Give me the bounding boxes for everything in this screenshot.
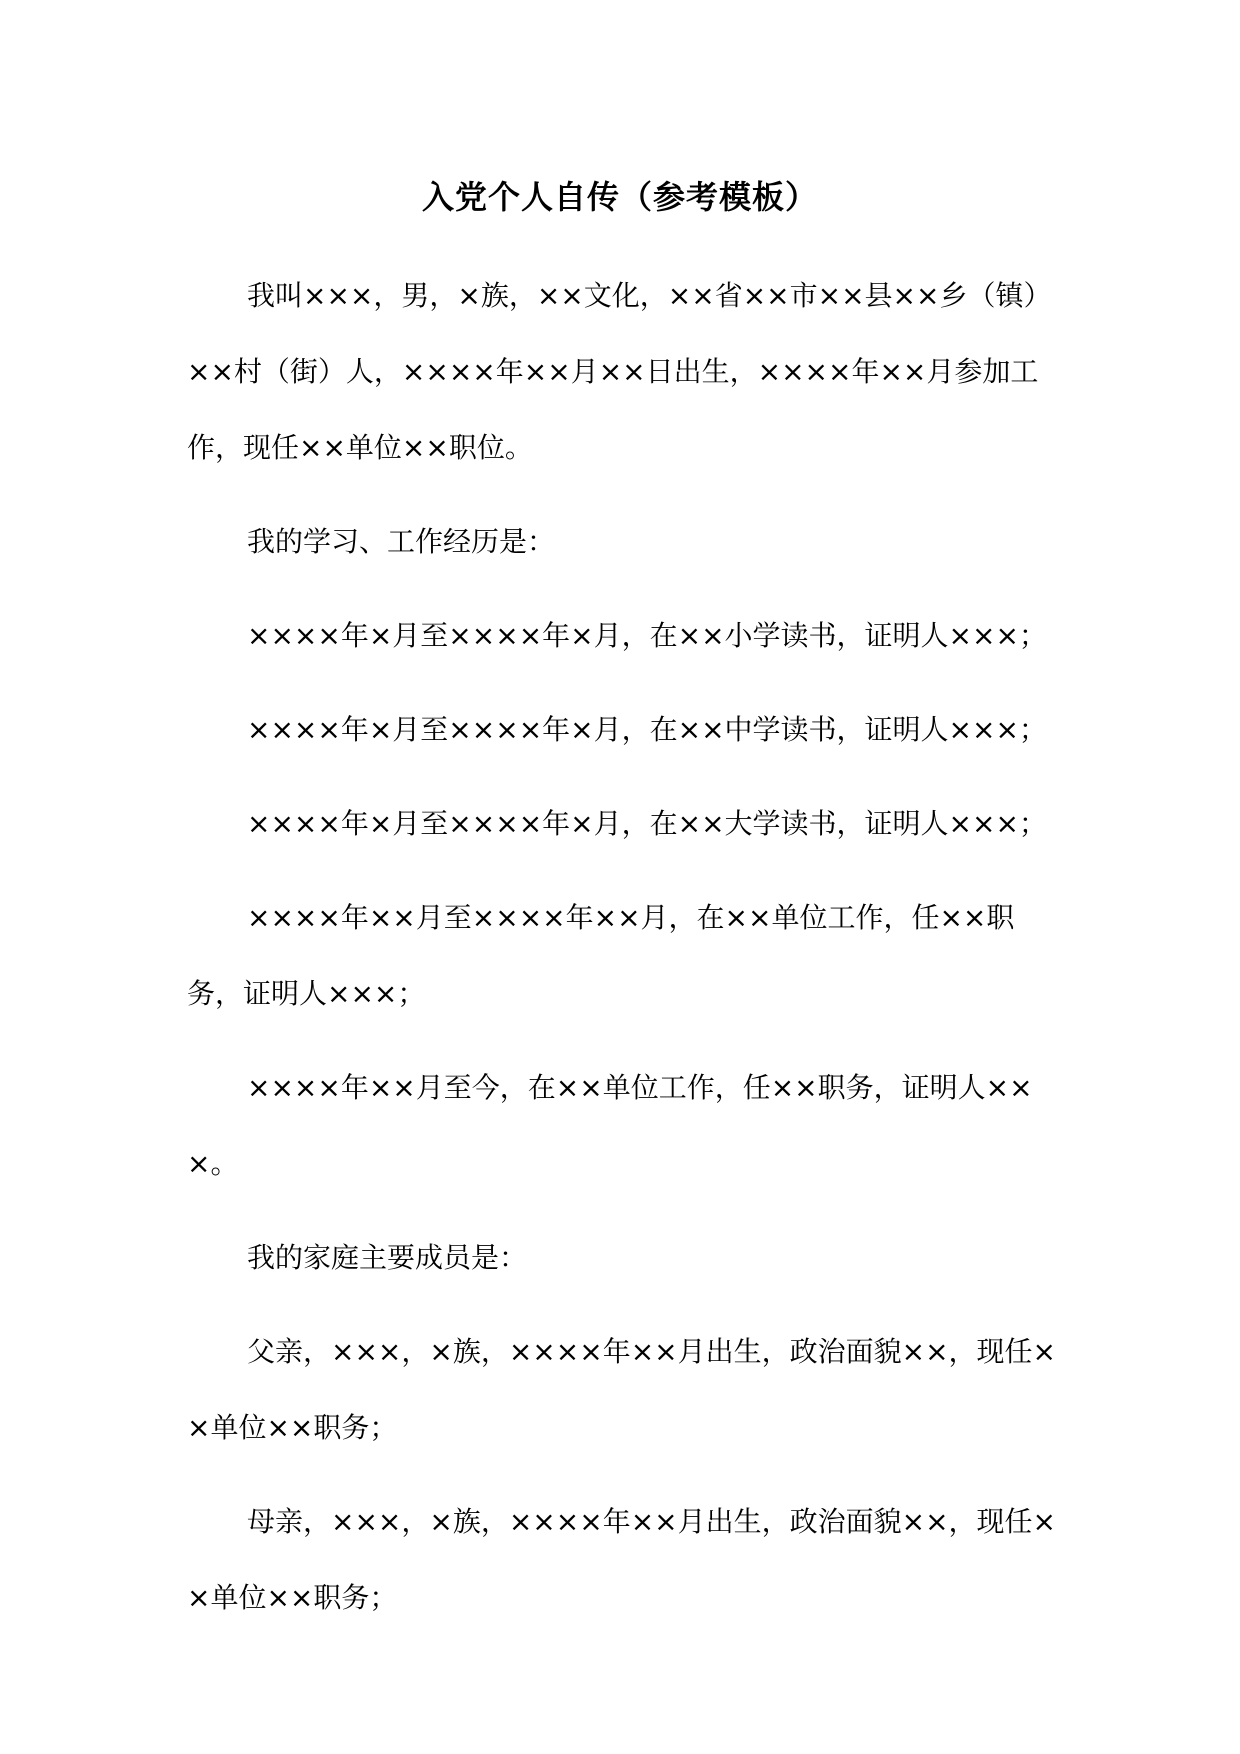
paragraph-work-current: ××××年××月至今，在××单位工作，任××职务，证明人×××。 [187, 1071, 1033, 1180]
document-body [187, 258, 1057, 1654]
paragraph-middle-school: ××××年×月至××××年×月，在××中学读书，证明人×××； [247, 713, 1047, 746]
document-title: 入党个人自传（参考模板） [421, 178, 818, 216]
paragraph-work-past: ××××年××月至××××年××月，在××单位工作，任××职务，证明人×××； [187, 901, 1015, 1010]
paragraph-family-heading: 我的家庭主要成员是： [247, 1241, 528, 1274]
paragraph-university: ××××年×月至××××年×月，在××大学读书，证明人×××； [247, 807, 1047, 840]
paragraph-history-heading: 我的学习、工作经历是： [247, 525, 556, 558]
paragraph-mother: 母亲，×××，×族，××××年××月出生，政治面貌××，现任××单位××职务； [187, 1505, 1056, 1614]
paragraph-primary-school: ××××年×月至××××年×月，在××小学读书，证明人×××； [247, 619, 1047, 652]
paragraph-father: 父亲，×××，×族，××××年××月出生，政治面貌××，现任××单位××职务； [187, 1335, 1056, 1444]
paragraph-personal-info: 我叫×××，男，×族，××文化，××省××市××县××乡（镇）××村（街）人，××××年××月××日出生，××××年××月参加工作，现任××单位××职位。 [187, 279, 1052, 464]
